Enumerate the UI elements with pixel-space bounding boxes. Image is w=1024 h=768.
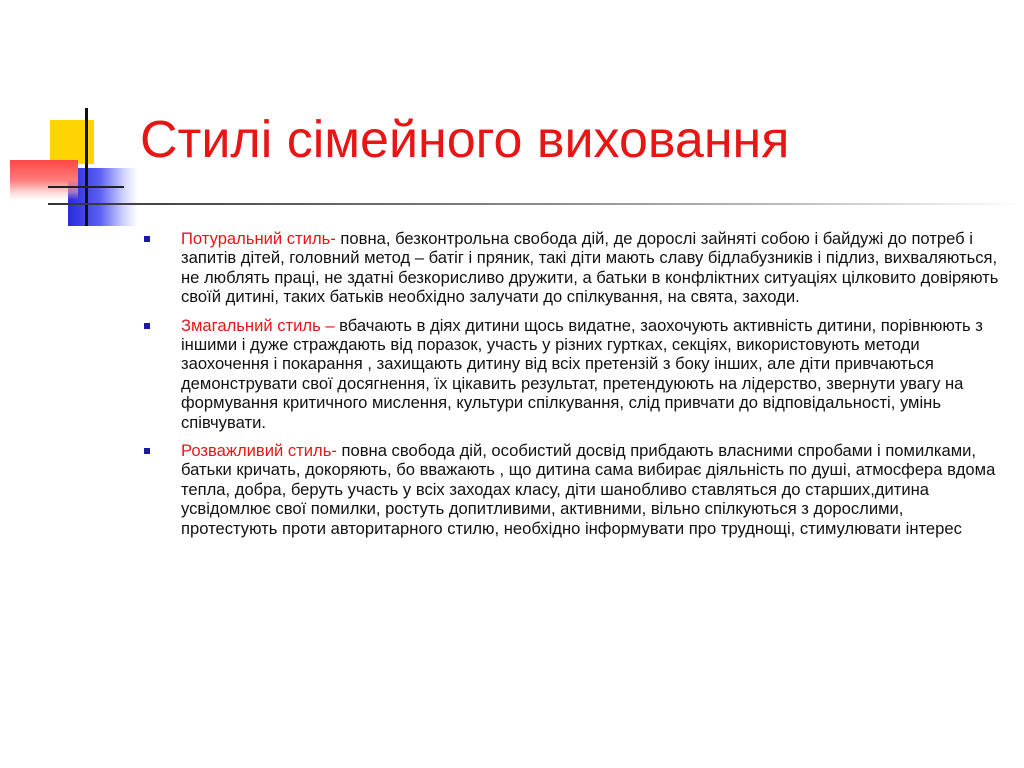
item-text: повна свобода дій, особистий досвід прибдають власними спробами і помилками, батьки кричать, докоряють, бо вважають , що дитина сама вибирає діяльність по душі, атмосфера вдома тепла, добра, беруть участь у всіх заходах класу, діти шанобливо ставляться до старших,дитина усвідомлює свої помилки, ростуть допитливими, активними, вільно спілкуються з дорослими, протестують проти авторитарного стилю, необхідно інформувати про труднощі, стимулювати інтерес xyxy=(181,441,996,538)
square-bullet-icon xyxy=(144,448,150,454)
item-term: Потуральний стиль- xyxy=(181,229,336,248)
logo-red-square xyxy=(10,160,78,200)
list-item xyxy=(140,316,1000,432)
item-text: повна, безконтрольна свобода дій, де дорослі зайняті собою і байдужі до потреб і запитів дітей, головний метод – батіг і пряник, такі діти мають славу бідлабузників і підлиз, вихваляються, не люблять праці, не здатні безкорисливо дружити, а батьки в конфліктних ситуаціях цілковито довіряють своїй дитині, таких батьків необхідно залучати до спілкування, на свята, заходи. xyxy=(181,229,999,307)
list-item xyxy=(140,229,1000,307)
list-item xyxy=(140,441,1000,538)
square-bullet-icon xyxy=(144,236,150,242)
logo-vertical-line xyxy=(85,108,88,226)
title-divider xyxy=(48,203,1024,205)
square-bullet-icon xyxy=(144,323,150,329)
logo-blue-square xyxy=(68,168,138,226)
item-term: Змагальний стиль – xyxy=(181,315,335,335)
logo-horizontal-line xyxy=(48,186,124,188)
item-term: Розважливий стиль- xyxy=(181,441,337,461)
bullet-list xyxy=(140,229,1000,547)
item-text: вбачають в діях дитини щось видатне, заохочують активність дитини, порівнюють з іншими і дуже страждають від поразок, участь у різних гуртках, секціях, використовують методи заохочення і покарання , захищають дитину від всіх претензій з боку інших, але діти привчаються демонструвати свої досягнення, їх цікавить результат, претендуюють на лідерство, звернути увагу на формування критичного мислення, культури спілкування, слід привчати до відповідальності, умінь співчувати. xyxy=(181,315,983,432)
slide-title: Стилі сімейного виховання xyxy=(140,111,790,169)
